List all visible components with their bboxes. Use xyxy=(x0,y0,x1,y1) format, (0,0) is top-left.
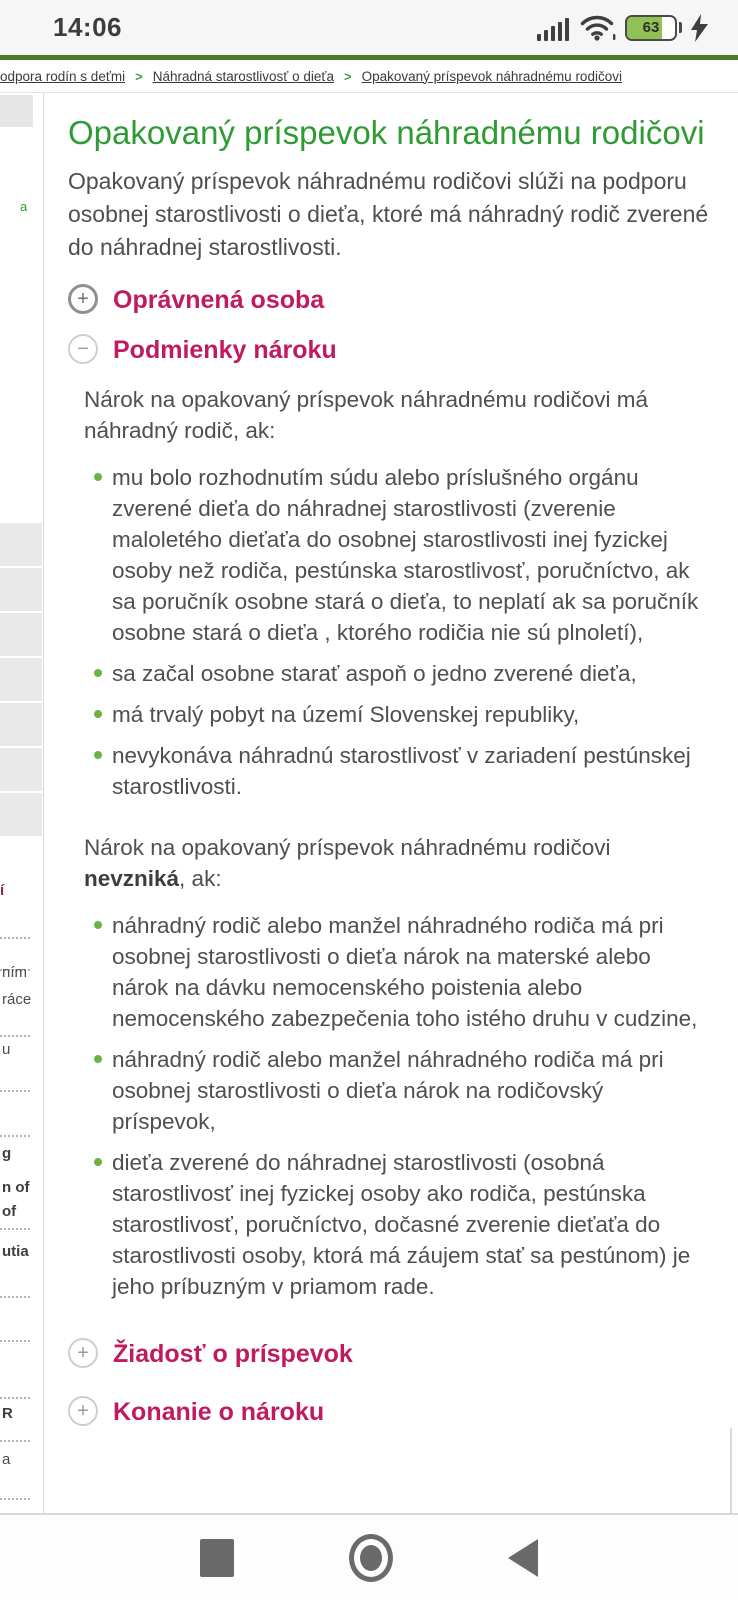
expand-plus-icon[interactable]: + xyxy=(68,1338,98,1368)
sidebar-link-fragment[interactable]: a xyxy=(2,1451,11,1468)
side-navigation-clipped xyxy=(0,93,44,1513)
breadcrumb-link-family-support[interactable]: odpora rodín s deťmi xyxy=(0,68,126,84)
expand-plus-icon[interactable]: + xyxy=(68,1396,98,1426)
sidebar-divider xyxy=(0,1090,30,1092)
sidebar-menu-item[interactable] xyxy=(0,523,42,566)
sidebar-link-fragment[interactable]: a xyxy=(20,199,28,214)
charging-bolt-icon xyxy=(691,14,708,42)
expand-plus-icon[interactable]: + xyxy=(68,284,98,314)
battery-icon xyxy=(625,15,677,41)
back-icon[interactable] xyxy=(508,1539,538,1577)
sidebar-divider xyxy=(0,937,30,939)
signal-bars-icon xyxy=(537,15,571,41)
conditions-list-not-entitled xyxy=(84,910,712,1302)
home-icon-core xyxy=(360,1545,382,1571)
lead-text: Nárok na opakovaný príspevok náhradnému rodičovi xyxy=(84,835,611,860)
list-item: má trvalý pobyt na území Slovenskej republiky, xyxy=(112,699,712,730)
status-icons xyxy=(537,0,708,55)
chevron-right-icon: > xyxy=(135,68,143,84)
sidebar-divider xyxy=(0,1340,30,1342)
accordion-label[interactable]: Podmienky nároku xyxy=(113,336,337,364)
battery-cap xyxy=(679,22,682,33)
sidebar-divider xyxy=(0,1135,30,1137)
sidebar-menu-item[interactable] xyxy=(0,793,42,836)
sidebar-divider xyxy=(0,1035,30,1037)
clock: 14:06 xyxy=(53,12,122,42)
list-item: sa začal osobne starať aspoň o jedno zverené dieťa, xyxy=(112,658,712,689)
sidebar-link-fragment[interactable]: í xyxy=(0,882,5,899)
accordion-opravnena-osoba[interactable] xyxy=(68,284,712,316)
android-nav-bar xyxy=(0,1513,738,1600)
sidebar-link-fragment[interactable]: of xyxy=(2,1203,17,1220)
chevron-right-icon: > xyxy=(343,68,352,84)
list-item: náhradný rodič alebo manžel náhradného rodiča má pri osobnej starostlivosti o dieťa nárok na materské alebo nárok na dávku nemocenského poistenia alebo nemocenského zabezpečenia toho istého druhu v cudzine, xyxy=(112,910,712,1034)
sidebar-divider xyxy=(0,1440,30,1442)
sidebar-link-fragment[interactable]: g xyxy=(2,1145,12,1162)
conditions-list-entitled xyxy=(84,462,712,802)
sidebar-link-fragment[interactable]: ráce xyxy=(2,991,32,1008)
breadcrumb-link-current-page[interactable]: Opakovaný príspevok náhradnému rodičovi xyxy=(361,68,622,84)
accordion-label[interactable]: Oprávnená osoba xyxy=(113,286,325,314)
accordion-label[interactable]: Konanie o nároku xyxy=(113,1398,325,1426)
sidebar-header-box xyxy=(0,95,33,127)
page-title: Opakovaný príspevok náhradnému rodičovi xyxy=(68,114,705,151)
sidebar-divider xyxy=(0,1397,30,1399)
sidebar-link-fragment[interactable]: u xyxy=(2,1041,11,1058)
list-item: nevykonáva náhradnú starostlivosť v zariadení pestúnskej starostlivosti. xyxy=(112,740,712,802)
recents-icon[interactable] xyxy=(200,1539,234,1577)
sidebar-link-fragment[interactable]: R xyxy=(2,1405,13,1422)
accordion-ziadost-o-prispevok[interactable] xyxy=(68,1338,712,1370)
sidebar-divider xyxy=(0,1228,30,1230)
lead-bold-word: nevzniká xyxy=(84,866,180,891)
sidebar-menu-item[interactable] xyxy=(0,703,42,746)
list-item: náhradný rodič alebo manžel náhradného rodiča má pri osobnej starostlivosti o dieťa nárok na rodičovský príspevok, xyxy=(112,1044,712,1137)
list-item: mu bolo rozhodnutím súdu alebo príslušného orgánu zverené dieťa do náhradnej starostlivosti (zverenie maloletého dieťaťa do osobnej starostlivosti inej fyzickej osoby než rodiča, pestúnska starostlivosť, poručníctvo, ak sa poručník osobne stará o dieťa, to neplatí ak sa poručník osobne stará o dieťa , ktorého rodičia nie sú plnoletí), xyxy=(112,462,712,648)
accordion-podmienky-naroku[interactable] xyxy=(68,334,712,366)
list-item: dieťa zverené do náhradnej starostlivosti (osobná starostlivosť inej fyzickej osoby ako rodiča, pestúnska starostlivosť, poručníctvo, dočasné zverenie dieťaťa do starostlivosti osoby, ktorá má záujem stať sa pestúnom) je jeho príbuzným v priamom rade. xyxy=(112,1147,712,1302)
wifi-icon xyxy=(580,14,616,41)
accordion-panel-podmienky xyxy=(84,384,712,1302)
intro-paragraph: Opakovaný príspevok náhradnému rodičovi slúži na podporu osobnej starostlivosti o dieťa, ktoré má náhradný rodič zverené do náhradnej starostlivosti. xyxy=(68,168,709,260)
sidebar-menu-item[interactable] xyxy=(0,568,42,611)
sidebar-divider xyxy=(0,1296,30,1298)
status-bar xyxy=(0,0,738,55)
breadcrumb-link-substitute-care[interactable]: Náhradná starostlivosť o dieťa xyxy=(152,68,334,84)
sidebar-link-fragment[interactable]: utia xyxy=(2,1243,29,1260)
battery-percent: 63 xyxy=(642,19,660,36)
sidebar-menu-item[interactable] xyxy=(0,613,42,656)
article xyxy=(45,93,738,1428)
home-icon[interactable] xyxy=(349,1534,393,1582)
sidebar-divider xyxy=(0,1498,30,1500)
conditions-lead-negative xyxy=(84,832,712,894)
lead-text: , ak: xyxy=(179,866,222,891)
sidebar-menu-item[interactable] xyxy=(0,658,42,701)
sidebar-link-fragment[interactable]: ním xyxy=(2,964,28,981)
sidebar-menu-item[interactable] xyxy=(0,748,42,791)
breadcrumb xyxy=(0,60,738,93)
accordion-konanie-o-naroku[interactable] xyxy=(68,1396,712,1428)
collapse-minus-icon[interactable]: − xyxy=(68,334,98,364)
sidebar-link-fragment[interactable]: n of xyxy=(2,1179,30,1196)
conditions-lead: Nárok na opakovaný príspevok náhradnému rodičovi má náhradný rodič, ak: xyxy=(84,387,649,443)
accordion-label[interactable]: Žiadosť o príspevok xyxy=(113,1340,353,1368)
